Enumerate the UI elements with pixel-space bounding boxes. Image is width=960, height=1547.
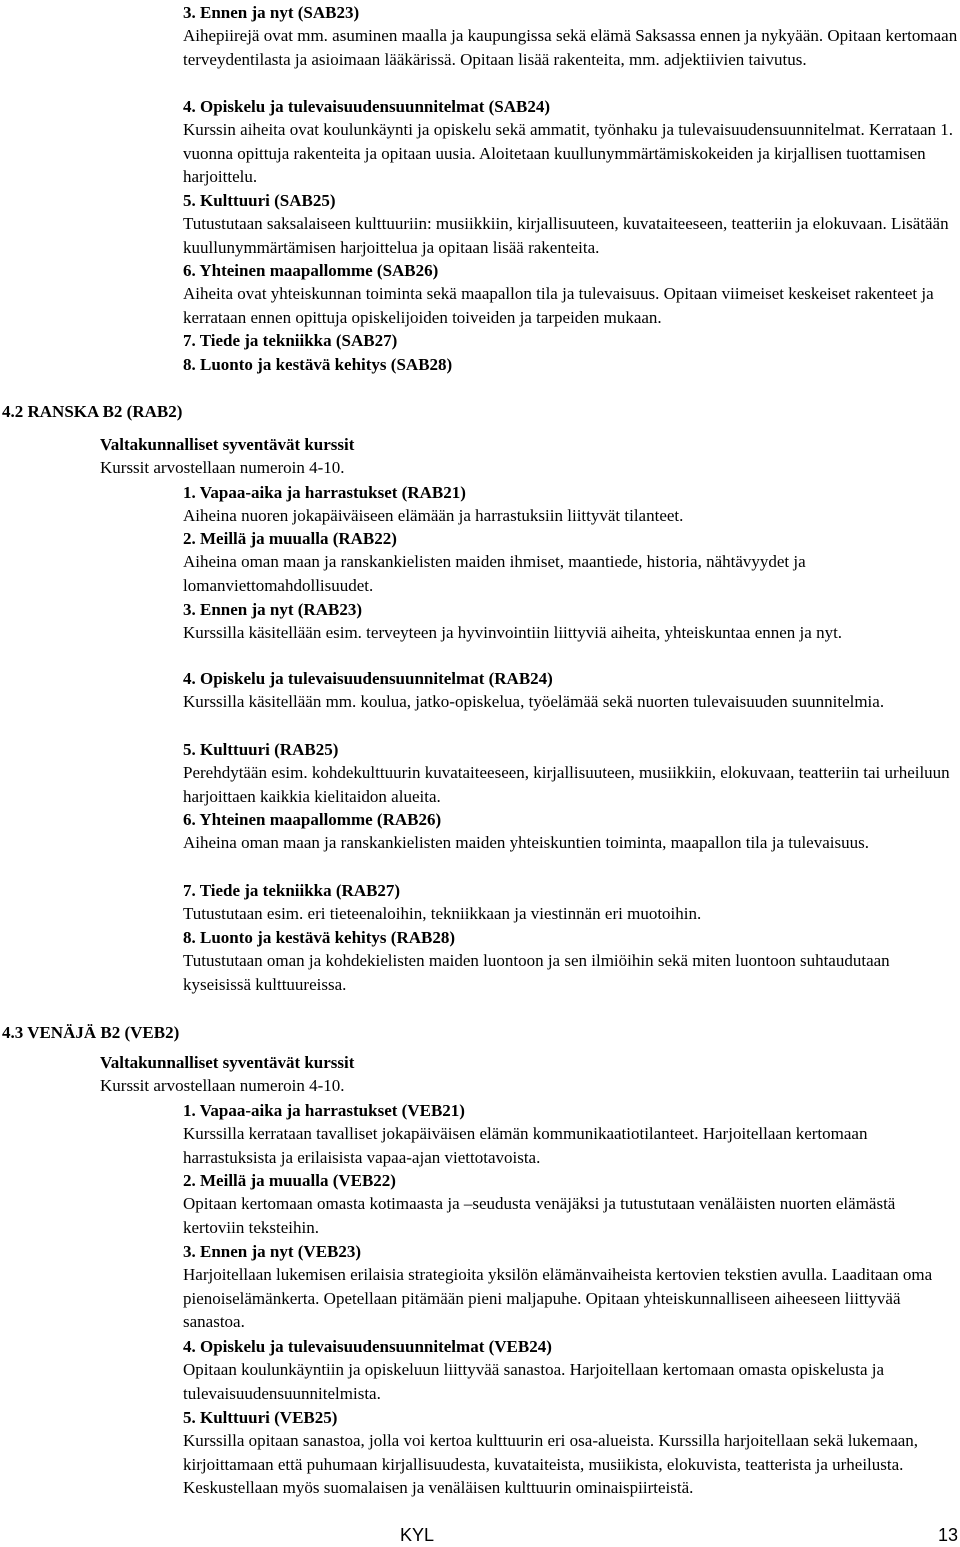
course-description: Kurssin aiheita ovat koulunkäynti ja opiskelu sekä ammatit, työnhaku ja tulevaisuudensuunnitelmat. Kerrataan 1. vuonna opittuja rakenteita ja opitaan uusia. Aloitetaan kuullunymmärtämiskokeiden ja kirjallisen tuottamisen harjoittelu. xyxy=(183,120,954,187)
grading-note-rab: Kurssit arvostellaan numeroin 4-10. xyxy=(100,458,345,477)
course-title: 1. Vapaa-aika ja harrastukset (RAB21) xyxy=(183,483,466,502)
course-description: Kurssilla kerrataan tavalliset jokapäiväisen elämän kommunikaatiotilanteet. Harjoitellaan kertomaan harrastuksista ja erilaisista vapaa-ajan viettotavoista. xyxy=(183,1124,868,1167)
course-rab25 xyxy=(183,738,959,808)
course-sab24 xyxy=(183,95,959,189)
course-title: 3. Ennen ja nyt (VEB23) xyxy=(183,1242,362,1261)
course-title: 8. Luonto ja kestävä kehitys (SAB28) xyxy=(183,355,453,374)
course-description: Aiheina oman maan ja ranskankielisten maiden yhteiskuntien toiminta, maapallon tila ja tulevaisuus. xyxy=(183,833,869,853)
course-title: 5. Kulttuuri (SAB25) xyxy=(183,191,336,210)
course-veb21 xyxy=(183,1099,959,1169)
course-title: 1. Vapaa-aika ja harrastukset (VEB21) xyxy=(183,1101,465,1120)
course-sab26 xyxy=(183,259,959,329)
course-title: 4. Opiskelu ja tulevaisuudensuunnitelmat (SAB24) xyxy=(183,97,550,116)
course-rab28 xyxy=(183,926,959,996)
course-veb24 xyxy=(183,1335,959,1405)
course-description: Kurssilla käsitellään esim. terveyteen ja hyvinvointiin liittyviä aiheita, yhteiskuntaa ennen ja nyt. xyxy=(183,623,843,643)
course-description: Opitaan kertomaan omasta kotimaasta ja –seudusta venäjäksi ja tutustutaan venäläisten nuorten elämästä kertoviin teksteihin. xyxy=(183,1194,896,1237)
course-veb25 xyxy=(183,1406,959,1500)
course-sab23 xyxy=(183,1,959,71)
course-title: 2. Meillä ja muualla (VEB22) xyxy=(183,1171,396,1190)
course-title: 2. Meillä ja muualla (RAB22) xyxy=(183,529,397,548)
course-title: 5. Kulttuuri (RAB25) xyxy=(183,740,339,759)
course-rab23 xyxy=(183,598,959,645)
section-heading-veb: 4.3 VENÄJÄ B2 (VEB2) xyxy=(2,1023,180,1042)
subheading-rab: Valtakunnalliset syventävät kurssit xyxy=(100,435,355,454)
grading-note-veb: Kurssit arvostellaan numeroin 4-10. xyxy=(100,1076,345,1095)
course-title: 5. Kulttuuri (VEB25) xyxy=(183,1408,338,1427)
page-number: 13 xyxy=(937,1525,958,1545)
course-description: Kurssilla käsitellään mm. koulua, jatko-opiskelua, työelämää sekä nuorten tulevaisuuden suunnitelmia. xyxy=(183,692,885,712)
subheading-veb: Valtakunnalliset syventävät kurssit xyxy=(100,1053,355,1072)
course-rab22 xyxy=(183,527,959,597)
course-title: 4. Opiskelu ja tulevaisuudensuunnitelmat (VEB24) xyxy=(183,1337,552,1356)
course-rab27 xyxy=(183,879,959,926)
course-sab28 xyxy=(183,353,959,376)
course-rab24 xyxy=(183,667,959,714)
course-title: 3. Ennen ja nyt (SAB23) xyxy=(183,3,360,22)
course-veb23 xyxy=(183,1240,959,1334)
course-veb22 xyxy=(183,1169,959,1239)
course-sab25 xyxy=(183,189,959,259)
course-sab27 xyxy=(183,329,959,352)
section-heading-rab: 4.2 RANSKA B2 (RAB2) xyxy=(2,402,183,421)
course-description: Kurssilla opitaan sanastoa, jolla voi kertoa kulttuurin eri osa-alueista. Kurssilla harjoitellaan sekä lukemaan, kirjoittamaan että puhumaan kirjallisuudesta, kuvataiteista, musiikista, elokuvista, teatterista ja urheilusta. Keskustellaan myös suomalaisen ja venäläisen kulttuurin ominaispiirteistä. xyxy=(183,1431,919,1498)
course-title: 8. Luonto ja kestävä kehitys (RAB28) xyxy=(183,928,456,947)
course-description: Perehdytään esim. kohdekulttuurin kuvataiteeseen, kirjallisuuteen, musiikkiin, elokuvaan, teatteriin tai urheiluun harjoittaen kaikkia kielitaidon alueita. xyxy=(183,763,950,806)
course-title: 6. Yhteinen maapallomme (SAB26) xyxy=(183,261,439,280)
course-title: 7. Tiede ja tekniikka (RAB27) xyxy=(183,881,401,900)
course-title: 4. Opiskelu ja tulevaisuudensuunnitelmat (RAB24) xyxy=(183,669,553,688)
footer-label: KYL xyxy=(400,1525,435,1545)
course-description: Tutustutaan oman ja kohdekielisten maiden luontoon ja sen ilmiöihin sekä miten luontoon suhtaudutaan kyseisissä kulttuureissa. xyxy=(183,951,890,994)
course-title: 3. Ennen ja nyt (RAB23) xyxy=(183,600,362,619)
course-description: Aiheita ovat yhteiskunnan toiminta sekä maapallon tila ja tulevaisuus. Opitaan viimeiset keskeiset rakenteet ja kerrataan ennen opittuja opiskelijoiden toiveiden ja tarpeiden mukaan. xyxy=(183,284,934,327)
course-description: Tutustutaan esim. eri tieteenaloihin, tekniikkaan ja viestinnän eri muotoihin. xyxy=(183,904,702,924)
course-title: 7. Tiede ja tekniikka (SAB27) xyxy=(183,331,398,350)
course-description: Tutustutaan saksalaiseen kulttuuriin: musiikkiin, kirjallisuuteen, kuvataiteeseen, teatteriin ja elokuvaan. Lisätään kuullunymmärtämisen harjoittelua ja opitaan lisää rakenteita. xyxy=(183,214,949,257)
course-description: Aihepiirejä ovat mm. asuminen maalla ja kaupungissa sekä elämä Saksassa ennen ja nykyään. Opitaan kertomaan terveydentilasta ja asioimaan lääkärissä. Opitaan lisää rakenteita, mm. adjektiivien taivutus. xyxy=(183,26,958,69)
course-description: Aiheina oman maan ja ranskankielisten maiden ihmiset, maantiede, historia, nähtävyydet ja lomanviettomahdollisuudet. xyxy=(183,552,806,595)
course-rab21 xyxy=(183,481,959,528)
course-title: 6. Yhteinen maapallomme (RAB26) xyxy=(183,810,442,829)
course-rab26 xyxy=(183,808,959,855)
course-description: Harjoitellaan lukemisen erilaisia strategioita yksilön elämänvaiheista kertovien tekstien avulla. Laaditaan oma pienoiselämänkerta. Opetellaan pitämään pieni maljapuhe. Opitaan yhteiskunnalliseen aiheeseen liittyvää sanastoa. xyxy=(183,1265,933,1332)
course-description: Aiheina nuoren jokapäiväiseen elämään ja harrastuksiin liittyvät tilanteet. xyxy=(183,506,684,526)
course-description: Opitaan koulunkäyntiin ja opiskeluun liittyvää sanastoa. Harjoitellaan kertomaan omasta opiskelusta ja tulevaisuudensuunnitelmista. xyxy=(183,1360,885,1403)
